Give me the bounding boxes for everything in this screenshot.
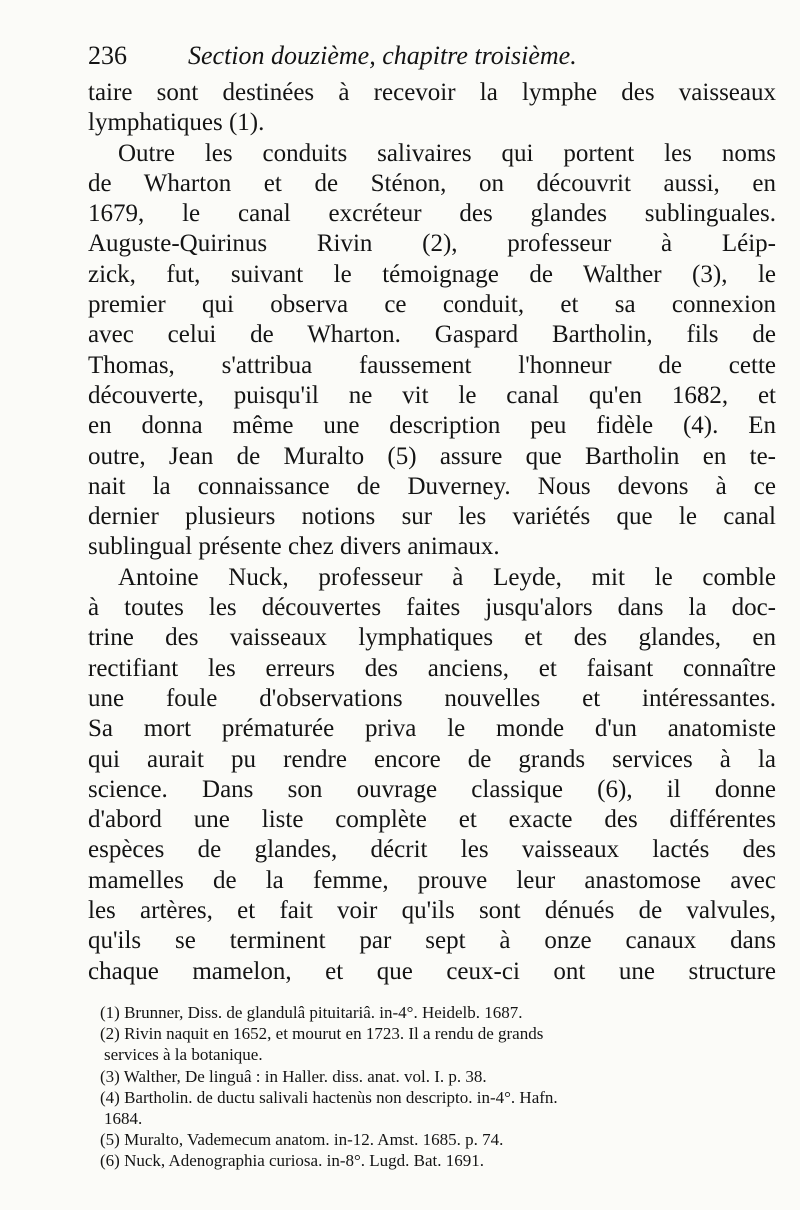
text-line: chaque mamelon, et que ceux-ci ont une structure [88, 957, 776, 985]
text-line: une foule d'observations nouvelles et intéressantes. [88, 684, 776, 712]
text-line: les artères, et fait voir qu'ils sont dénués de valvules, [88, 897, 776, 925]
text-line: Auguste-Quirinus Rivin (2), professeur à Léip- [88, 230, 776, 258]
text-line: lymphatiques (1). [88, 109, 265, 137]
text-line: à toutes les découvertes faites jusqu'alors dans la doc- [88, 594, 776, 622]
text-line: premier qui observa ce conduit, et sa connexion [88, 291, 776, 319]
text-line: découverte, puisqu'il ne vit le canal qu'en 1682, et [88, 381, 776, 409]
text-line: avec celui de Wharton. Gaspard Bartholin, fils de [88, 321, 776, 349]
text-line: qu'ils se terminent par sept à onze canaux dans [88, 927, 776, 955]
footnote-line: 1684. [104, 1108, 143, 1128]
text-line: en donna même une description peu fidèle (4). En [88, 412, 776, 440]
footnotes [100, 1002, 770, 1172]
footnote-line: (1) Brunner, Diss. de glandulâ pituitariâ. in-4°. Heidelb. 1687. [100, 1003, 523, 1022]
text-line: 1679, le canal excréteur des glandes sublinguales. [88, 200, 776, 228]
footnote-line: (3) Walther, De linguâ : in Haller. diss. anat. vol. I. p. 38. [100, 1066, 487, 1086]
footnote-line: (2) Rivin naquit en 1652, et mourut en 1723. Il a rendu de grands [100, 1024, 544, 1044]
footnote-line: (4) Bartholin. de ductu salivali hactenùs non descripto. in-4°. Hafn. [100, 1087, 558, 1107]
footnote-line: services à la botanique. [104, 1045, 263, 1065]
text-line: mamelles de la femme, prouve leur anastomose avec [88, 866, 776, 894]
text-line: science. Dans son ouvrage classique (6), il donne [88, 775, 776, 803]
text-line: trine des vaisseaux lymphatiques et des glandes, en [88, 624, 776, 652]
text-line: Outre les conduits salivaires qui portent les noms [118, 139, 776, 167]
text-line: nait la connaissance de Duverney. Nous devons à ce [88, 472, 776, 500]
page-header [88, 38, 778, 74]
text-line: d'abord une liste complète et exacte des différentes [88, 806, 776, 834]
body-text [88, 78, 776, 987]
text-line: outre, Jean de Muralto (5) assure que Bartholin en te- [88, 442, 776, 470]
text-line: Thomas, s'attribua faussement l'honneur de cette [88, 351, 776, 379]
text-line: sublingual présente chez divers animaux. [88, 533, 500, 561]
text-line: rectifiant les erreurs des anciens, et faisant connaître [88, 654, 776, 682]
text-line: qui aurait pu rendre encore de grands services à la [88, 745, 776, 773]
text-line: zick, fut, suivant le témoignage de Walther (3), le [88, 260, 776, 288]
text-line: espèces de glandes, décrit les vaisseaux lactés des [88, 836, 776, 864]
page-number: 236 [88, 41, 127, 70]
text-line: taire sont destinées à recevoir la lymphe des vaisseaux [88, 79, 776, 106]
running-head: Section douzième, chapitre troisième. [188, 41, 577, 70]
text-line: Sa mort prématurée priva le monde d'un anatomiste [88, 715, 776, 743]
footnote-line: (6) Nuck, Adenographia curiosa. in-8°. Lugd. Bat. 1691. [100, 1151, 485, 1171]
text-line: Antoine Nuck, professeur à Leyde, mit le comble [118, 563, 776, 591]
text-line: de Wharton et de Sténon, on découvrit aussi, en [88, 169, 776, 197]
footnote-line: (5) Muralto, Vademecum anatom. in-12. Amst. 1685. p. 74. [100, 1130, 504, 1150]
text-line: dernier plusieurs notions sur les variétés que le canal [88, 503, 776, 531]
